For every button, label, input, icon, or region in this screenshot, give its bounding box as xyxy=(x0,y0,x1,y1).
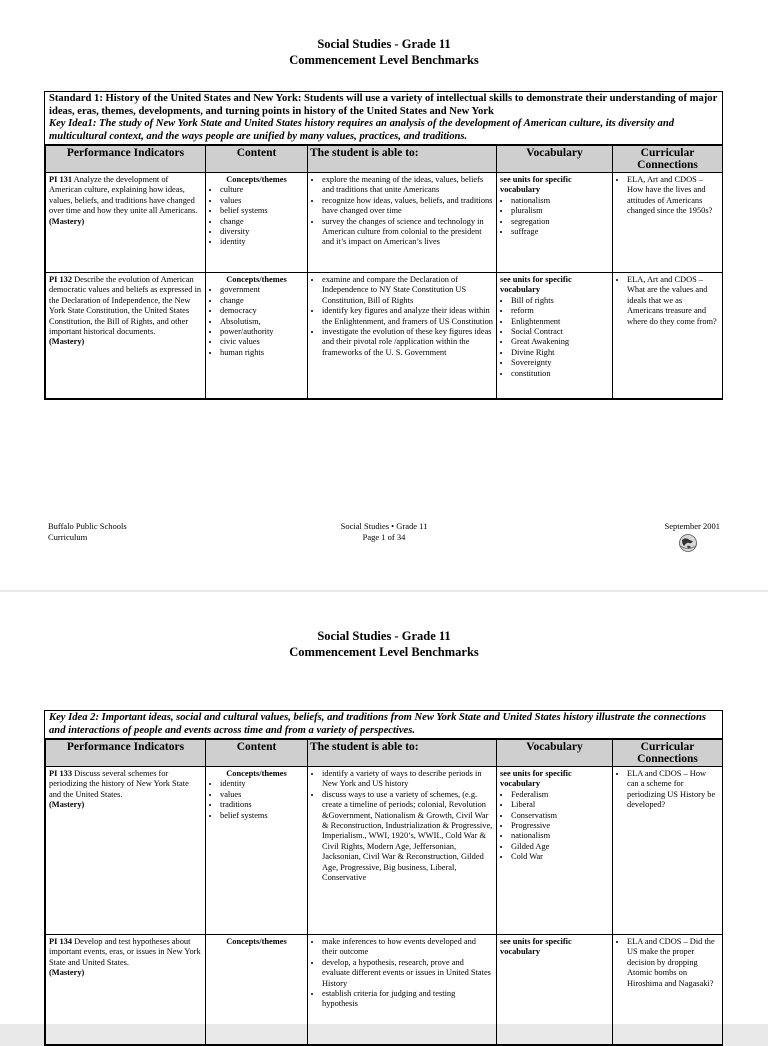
col-header-performance-indicators: Performance Indicators xyxy=(46,740,206,767)
pi-mastery: (Mastery) xyxy=(49,968,85,978)
vocabulary-item: • Social Contract xyxy=(511,327,609,337)
standard-label: Standard 1: History of the United States and New York: xyxy=(49,93,302,104)
content-item: • power/authority xyxy=(220,327,304,337)
vocabulary-item: • nationalism xyxy=(511,831,609,841)
pi-code: PI 132 xyxy=(49,275,73,284)
footer-right xyxy=(665,521,720,532)
table-row xyxy=(46,273,723,399)
curricular-connections-cell xyxy=(613,173,723,273)
title-line-1: Social Studies - Grade 11 xyxy=(317,37,451,51)
title-line-1: Social Studies - Grade 11 xyxy=(317,629,451,643)
table-row xyxy=(46,767,723,935)
pi-code: PI 134 xyxy=(49,937,73,946)
student-able-item: • discuss ways to use a variety of schemes, (e.g. create a timeline of periods; colonial, Revolution &Government, Nationalism & Growth, Civil War & Reconstruction, Industrialization & Progressive, Imperialism., WWI, 1920’s, WWII., Cold War & Civil Rights, Modern Age, Jeffersonian, Jacksonian, Civil War & Reconstruction, Gilded Age, Progressive, Big business, Liberal, Conservative xyxy=(322,790,493,884)
content-heading: Concepts/themes xyxy=(226,769,287,778)
student-able-list xyxy=(311,175,493,248)
vocabulary-cell xyxy=(497,935,613,1045)
student-able-item: • examine and compare the Declaration of Independence to NY State Constitution US Constitution, Bill of Rights xyxy=(322,275,493,306)
vocabulary-heading: see units for specific vocabulary xyxy=(500,937,572,957)
vocabulary-item: • Sovereignty xyxy=(511,358,609,368)
content-item: • change xyxy=(220,217,304,227)
table-row xyxy=(46,173,723,273)
connection-item: • ELA and CDOS – Did the US make the proper decision by dropping Atomic bombs on Hiroshima and Nagasaki? xyxy=(627,937,719,989)
col-header-vocabulary: Vocabulary xyxy=(497,146,613,173)
pi-description: Discuss several schemes for periodizing the history of New York State and the United States. xyxy=(49,769,189,799)
performance-indicator-cell xyxy=(46,935,206,1045)
vocabulary-cell xyxy=(497,173,613,273)
vocabulary-heading: see units for specific vocabulary xyxy=(500,769,572,789)
key-idea-2-table xyxy=(44,710,723,1046)
col-header-vocabulary: Vocabulary xyxy=(497,740,613,767)
connections-list xyxy=(616,769,719,811)
connection-item: • ELA, Art and CDOS – What are the values and ideals that we as Americans treasure and where do they come from? xyxy=(627,275,719,327)
curricular-connections-cell xyxy=(613,935,723,1045)
student-able-item: • explore the meaning of the ideas, values, beliefs and traditions that unite Americans xyxy=(322,175,493,196)
footer-subject: Social Studies • Grade 11 xyxy=(340,521,428,531)
student-able-item: • make inferences to how events developed and their outcome xyxy=(322,937,493,958)
standard-header xyxy=(45,92,722,145)
vocabulary-item: • Cold War xyxy=(511,852,609,862)
content-cell xyxy=(206,173,308,273)
content-item: • democracy xyxy=(220,306,304,316)
col-header-curricular-connections: Curricular Connections xyxy=(613,740,723,767)
student-able-cell xyxy=(308,173,497,273)
connection-item: • ELA and CDOS – How can a scheme for periodizing US History be developed? xyxy=(627,769,719,811)
pi-description: Develop and test hypotheses about important events, eras, or issues in New York State and United States. xyxy=(49,937,201,967)
vocabulary-cell xyxy=(497,767,613,935)
key-idea-header xyxy=(45,711,722,739)
content-item: • change xyxy=(220,296,304,306)
vocabulary-heading: see units for specific vocabulary xyxy=(500,175,572,195)
content-item: • human rights xyxy=(220,348,304,358)
globe-logo-icon xyxy=(678,533,698,553)
content-list xyxy=(209,185,304,247)
content-item: • diversity xyxy=(220,227,304,237)
content-item: • government xyxy=(220,285,304,295)
benchmarks-table xyxy=(45,739,723,1045)
vocabulary-item: • segregation xyxy=(511,217,609,227)
content-item: • identity xyxy=(220,237,304,247)
pi-mastery: (Mastery) xyxy=(49,800,85,810)
student-able-cell xyxy=(308,935,497,1045)
content-item: • belief systems xyxy=(220,811,304,821)
page-title xyxy=(0,36,768,68)
content-heading: Concepts/themes xyxy=(226,937,287,946)
student-able-item: • develop, a hypothesis, research, prove and evaluate different events or issues in United States History xyxy=(322,958,493,989)
vocabulary-item: • Enlightenment xyxy=(511,317,609,327)
key-idea-2: Key Idea 2: Important ideas, social and cultural values, beliefs, and traditions from New York State and United States history illustrate the connections and interactions of people and events across time and from a variety of perspectives. xyxy=(49,712,706,736)
performance-indicator-cell xyxy=(46,767,206,935)
standard-text: Students will use a variety of intellectual skills to demonstrate their understanding of major ideas, eras, themes, developments, and turning points in history of the United States and New York xyxy=(49,93,718,117)
student-able-list xyxy=(311,275,493,358)
document-page-2 xyxy=(0,592,768,1024)
pi-description: Analyze the development of American culture, explaining how ideas, values, beliefs, and traditions have changed over time and how they unite all Americans. xyxy=(49,175,198,216)
vocabulary-item: • Conservatism xyxy=(511,811,609,821)
performance-indicator-cell xyxy=(46,273,206,399)
content-cell xyxy=(206,935,308,1045)
vocabulary-item: • nationalism xyxy=(511,196,609,206)
table-header-row xyxy=(46,740,723,767)
student-able-item: • establish criteria for judging and testing hypothesis xyxy=(322,989,493,1010)
vocabulary-cell xyxy=(497,273,613,399)
student-able-item: • identify key figures and analyze their ideas within the Enlightenment, and framers of US Constitution xyxy=(322,306,493,327)
col-header-performance-indicators: Performance Indicators xyxy=(46,146,206,173)
table-row xyxy=(46,935,723,1045)
vocabulary-item: • Federalism xyxy=(511,790,609,800)
content-item: • values xyxy=(220,790,304,800)
footer-date: September 2001 xyxy=(664,521,720,531)
col-header-student-able: The student is able to: xyxy=(308,740,497,767)
vocabulary-item: • Gilded Age xyxy=(511,842,609,852)
content-item: • culture xyxy=(220,185,304,195)
content-list xyxy=(209,285,304,358)
vocabulary-list xyxy=(500,196,609,238)
curricular-connections-cell xyxy=(613,273,723,399)
pi-description: Describe the evolution of American democratic values and beliefs as expressed in the Declaration of Independence, the New York State Constitution, the United States Constitution, the Bill of Rights, and other important historical documents. xyxy=(49,275,202,337)
content-cell xyxy=(206,767,308,935)
content-list xyxy=(209,779,304,821)
pi-mastery: (Mastery) xyxy=(49,337,85,347)
vocabulary-item: • pluralism xyxy=(511,206,609,216)
vocabulary-item: • Liberal xyxy=(511,800,609,810)
student-able-list xyxy=(311,769,493,883)
footer-dept: Curriculum xyxy=(48,531,88,542)
pi-code: PI 131 xyxy=(49,175,73,184)
connections-list xyxy=(616,937,719,989)
content-item: • civic values xyxy=(220,337,304,347)
table-header-row xyxy=(46,146,723,173)
curricular-connections-cell xyxy=(613,767,723,935)
title-line-2: Commencement Level Benchmarks xyxy=(289,645,479,659)
footer-org: Buffalo Public Schools xyxy=(48,521,127,531)
student-able-item: • identify a variety of ways to describe periods in New York and US history xyxy=(322,769,493,790)
connection-item: • ELA, Art and CDOS – How have the lives and attitudes of Americans changed since the 1950s? xyxy=(627,175,719,217)
col-header-student-able: The student is able to: xyxy=(308,146,497,173)
pi-code: PI 133 xyxy=(49,769,73,778)
content-heading: Concepts/themes xyxy=(226,175,287,184)
vocabulary-heading: see units for specific vocabulary xyxy=(500,275,572,295)
content-item: • traditions xyxy=(220,800,304,810)
performance-indicator-cell xyxy=(46,173,206,273)
student-able-item: • survey the changes of science and technology in American culture from colonial to the president and it’s impact on American’s lives xyxy=(322,217,493,248)
content-heading: Concepts/themes xyxy=(226,275,287,284)
content-item: • belief systems xyxy=(220,206,304,216)
col-header-content: Content xyxy=(206,146,308,173)
content-cell xyxy=(206,273,308,399)
content-item: • values xyxy=(220,196,304,206)
vocabulary-item: • constitution xyxy=(511,369,609,379)
connections-list xyxy=(616,275,719,327)
vocabulary-list xyxy=(500,790,609,863)
benchmarks-table xyxy=(45,145,723,399)
standard-table xyxy=(44,91,723,400)
pi-mastery: (Mastery) xyxy=(49,216,85,226)
vocabulary-item: • Bill of rights xyxy=(511,296,609,306)
vocabulary-item: • reform xyxy=(511,306,609,316)
key-idea-1: Key Idea1: The study of New York State and United States history requires an analysis of the development of American culture, its diversity and multicultural context, and the ways people are unified by many values, practices, and traditions. xyxy=(49,118,675,142)
col-header-content: Content xyxy=(206,740,308,767)
title-line-2: Commencement Level Benchmarks xyxy=(289,53,479,67)
vocabulary-item: • Divine Right xyxy=(511,348,609,358)
col-header-curricular-connections: Curricular Connections xyxy=(613,146,723,173)
footer-center xyxy=(48,521,720,542)
vocabulary-item: • Great Awakening xyxy=(511,337,609,347)
vocabulary-list xyxy=(500,296,609,379)
vocabulary-item: • suffrage xyxy=(511,227,609,237)
student-able-cell xyxy=(308,767,497,935)
student-able-item: • recognize how ideas, values, beliefs, and traditions have changed over time xyxy=(322,196,493,217)
student-able-cell xyxy=(308,273,497,399)
content-item: • Absolutism, xyxy=(220,317,304,327)
connections-list xyxy=(616,175,719,217)
content-item: • identity xyxy=(220,779,304,789)
footer-page-number: Page 1 of 34 xyxy=(362,531,406,542)
student-able-item: • investigate the evolution of these key figures ideas and their pivotal role /application within the frameworks of the U. S. Government xyxy=(322,327,493,358)
vocabulary-item: • Progressive xyxy=(511,821,609,831)
page-title xyxy=(0,628,768,660)
student-able-list xyxy=(311,937,493,1010)
